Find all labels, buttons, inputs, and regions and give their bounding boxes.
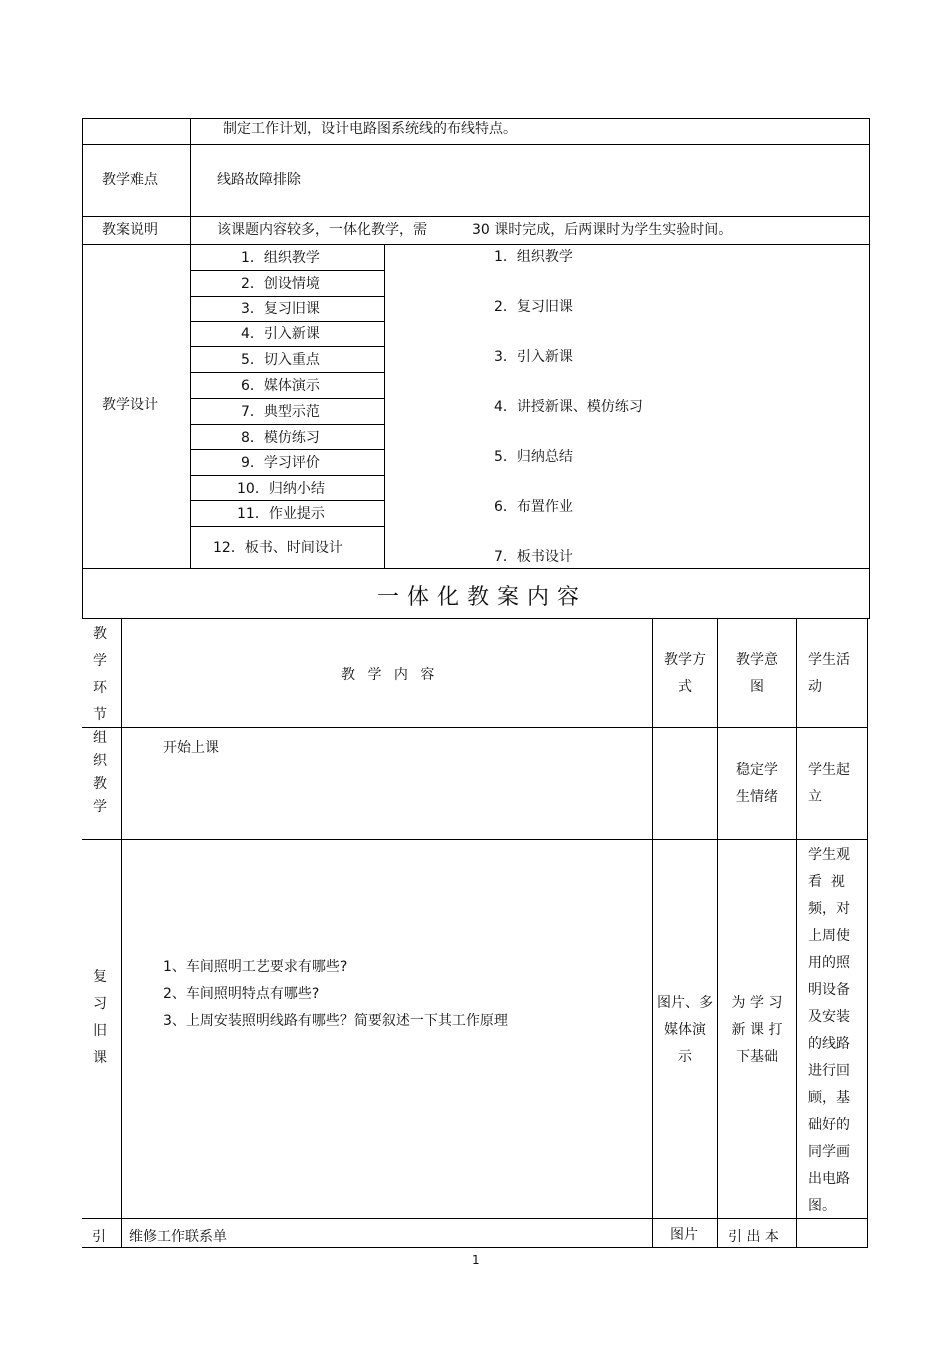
header-method: 教学方 式 (664, 652, 706, 695)
row-divider (82, 839, 868, 840)
top-table-border-top (82, 118, 870, 119)
step-divider (190, 475, 384, 476)
content-line: 3、上周安装照明线路有哪些？简要叙述一下其工作原理 (163, 1013, 508, 1029)
step-divider (190, 398, 384, 399)
method-text: 图片、多 媒体演 示 (657, 995, 713, 1065)
col-divider (82, 118, 83, 618)
design-flow-item: 6．布置作业 (494, 499, 573, 515)
row-divider (82, 618, 870, 619)
row-divider (82, 1218, 868, 1219)
design-step: 11．作业提示 (237, 506, 325, 522)
row-divider (82, 244, 870, 245)
design-step: 8．模仿练习 (241, 430, 320, 446)
content-text: 维修工作联系单 (129, 1229, 227, 1245)
step-divider (190, 449, 384, 450)
row-divider (82, 1247, 868, 1248)
design-step: 10．归纳小结 (237, 481, 325, 497)
content-line: 1、车间照明工艺要求有哪些? (163, 959, 348, 975)
col-divider (652, 618, 653, 1247)
design-flow-item: 3．引入新课 (494, 349, 573, 365)
intent-text: 引 出 本 (728, 1229, 779, 1245)
col-divider (384, 244, 385, 568)
page-number: 1 (472, 1253, 480, 1267)
col-divider (717, 618, 718, 1247)
col-divider (796, 618, 797, 1247)
step-divider (190, 526, 384, 527)
design-flow-item: 2．复习旧课 (494, 299, 573, 315)
design-step: 2．创设情境 (241, 276, 320, 292)
section-title: 一体化教案内容 (377, 585, 588, 610)
notes-label: 教案说明 (102, 222, 158, 238)
step-divider (190, 270, 384, 271)
design-step: 7．典型示范 (241, 404, 320, 420)
difficulty-value: 线路故障排除 (217, 172, 301, 188)
col-divider (869, 118, 870, 618)
content-text: 开始上课 (163, 740, 219, 756)
header-activity: 学生活 动 (808, 652, 850, 695)
intent-text: 稳定学 生情绪 (736, 762, 778, 805)
col-divider (121, 618, 122, 1247)
header-content: 教 学 内 容 (341, 667, 439, 683)
design-step: 9．学习评价 (241, 455, 320, 471)
content-line: 2、车间照明特点有哪些? (163, 986, 320, 1002)
row-divider (82, 144, 870, 145)
step-divider (190, 346, 384, 347)
design-step: 6．媒体演示 (241, 378, 320, 394)
stage-label: 组 织 教 学 (93, 730, 107, 815)
stage-label: 引 (92, 1229, 106, 1245)
header-intent: 教学意 图 (736, 652, 778, 695)
row-divider (82, 727, 868, 728)
design-flow-item: 7．板书设计 (494, 549, 573, 565)
notes-value-b: 30 课时完成，后两课时为学生实验时间。 (472, 222, 733, 238)
step-divider (190, 424, 384, 425)
design-flow-item: 5．归纳总结 (494, 449, 573, 465)
method-text: 图片 (670, 1227, 698, 1243)
activity-text: 学生观 看 视 频，对 上周使 用的照 明设备 及安装 的线路 进行回 顾，基 础好的 同学画 出电路 图。 (808, 847, 850, 1214)
step-divider (190, 296, 384, 297)
step-divider (190, 500, 384, 501)
step-divider (190, 321, 384, 322)
difficulty-label: 教学难点 (102, 172, 158, 188)
design-step: 12．板书、时间设计 (213, 540, 343, 556)
row-divider (82, 216, 870, 217)
header-stage: 教 学 环 节 (93, 626, 107, 723)
design-step: 1．组织教学 (241, 250, 320, 266)
intent-text: 为 学 习 新 课 打 下基础 (731, 995, 783, 1065)
design-flow-item: 4．讲授新课、模仿练习 (494, 399, 643, 415)
step-divider (190, 372, 384, 373)
design-step: 3．复习旧课 (241, 301, 320, 317)
row-divider (82, 568, 870, 569)
activity-text: 学生起 立 (808, 762, 850, 805)
design-step: 5．切入重点 (241, 352, 320, 368)
design-flow-item: 1．组织教学 (494, 249, 573, 265)
notes-value-a: 该课题内容较多，一体化教学，需 (217, 222, 427, 238)
design-step: 4．引入新课 (241, 326, 320, 342)
stage-label: 复 习 旧 课 (93, 969, 107, 1066)
plan-text: 制定工作计划，设计电路图系统线的布线特点。 (223, 121, 517, 137)
design-label: 教学设计 (102, 397, 158, 413)
